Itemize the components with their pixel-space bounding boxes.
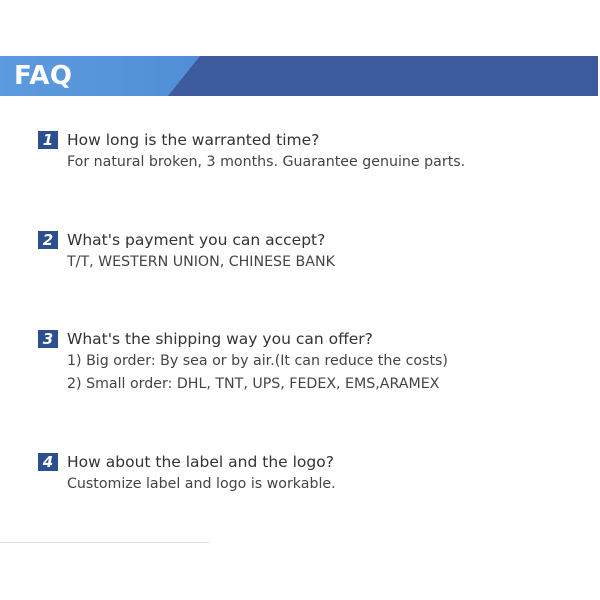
faq-item-1 [38, 129, 578, 174]
faq-item-3 [38, 328, 578, 396]
faq-question: How long is the warranted time? [67, 131, 320, 149]
faq-answer: 1) Big order: By sea or by air.(It can reduce the costs) [67, 353, 448, 369]
faq-question: What's the shipping way you can offer? [67, 330, 373, 348]
faq-item-2 [38, 229, 578, 274]
faq-answer: Customize label and logo is workable. [67, 476, 336, 492]
faq-banner [0, 56, 598, 96]
faq-answer: 2) Small order: DHL, TNT, UPS, FEDEX, EMS,ARAMEX [67, 376, 440, 392]
faq-question: What's payment you can accept? [67, 231, 326, 249]
number-badge: 4 [38, 453, 58, 471]
faq-question-row [38, 328, 578, 350]
faq-question-row [38, 229, 578, 251]
faq-question-row [38, 129, 578, 151]
divider-line [0, 542, 210, 543]
number-badge: 2 [38, 231, 58, 249]
number-badge: 3 [38, 330, 58, 348]
faq-question-row [38, 451, 578, 473]
faq-answer: T/T, WESTERN UNION, CHINESE BANK [67, 254, 335, 270]
faq-question: How about the label and the logo? [67, 453, 334, 471]
number-badge: 1 [38, 131, 58, 149]
faq-answer: For natural broken, 3 months. Guarantee genuine parts. [67, 154, 466, 170]
faq-item-4 [38, 451, 578, 496]
page-title: FAQ [14, 61, 73, 91]
